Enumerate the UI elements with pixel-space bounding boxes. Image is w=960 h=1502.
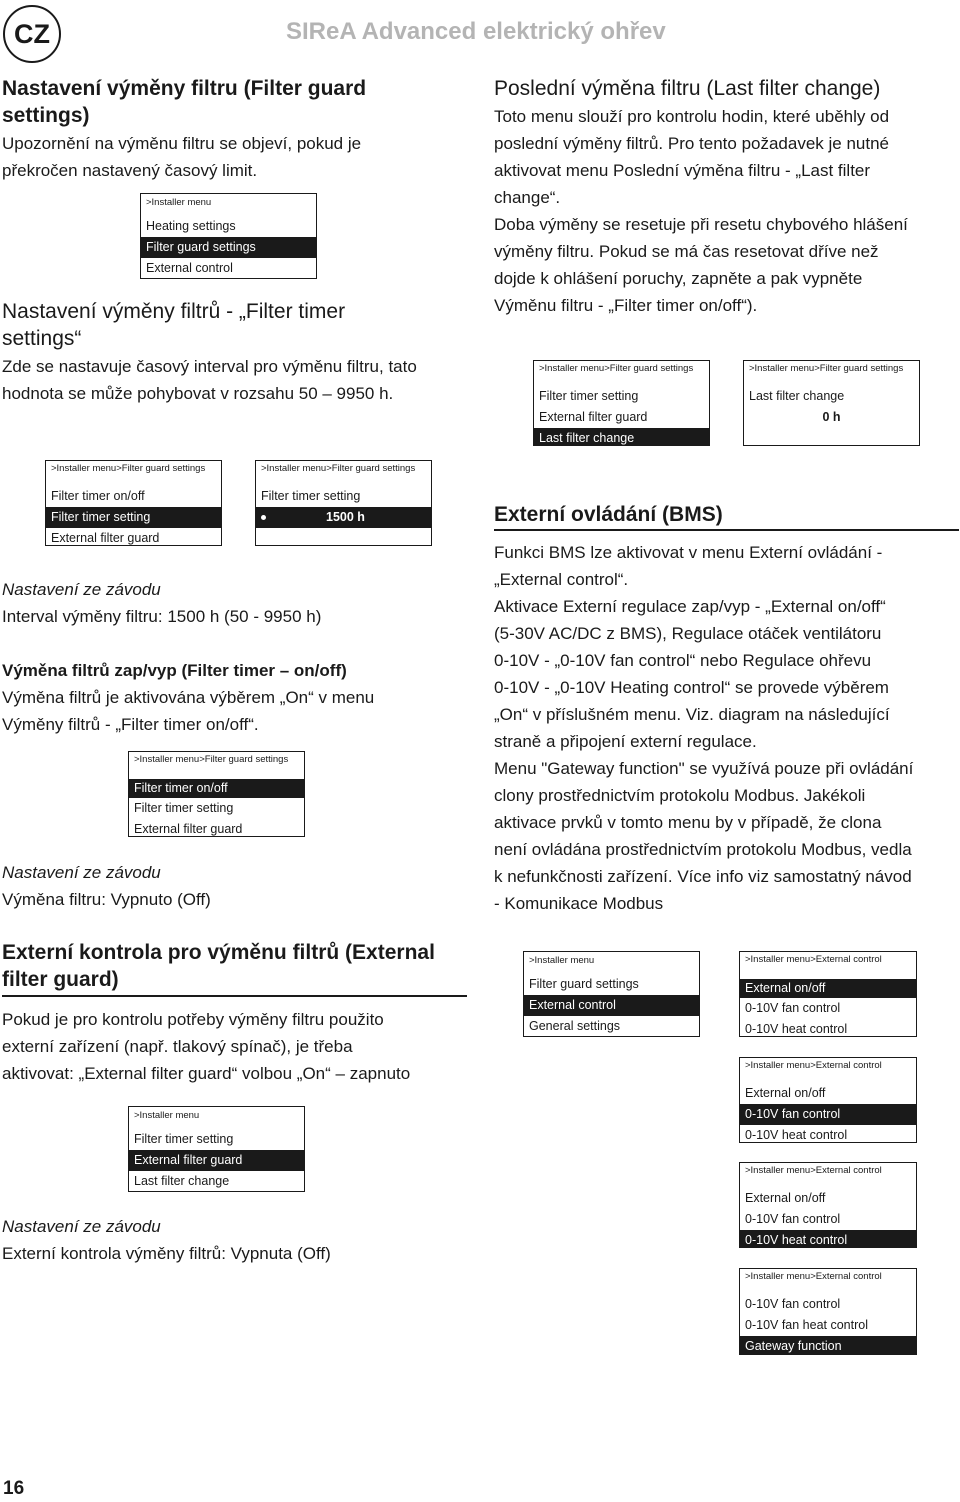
bullet-icon xyxy=(261,515,266,520)
menu-item-filter-guard-settings[interactable]: Filter guard settings xyxy=(529,977,639,991)
text-line: dojde k ohlášení poruchy, zapněte a pak vypněte xyxy=(494,269,863,288)
section-body-last-filter-change xyxy=(494,103,908,319)
text-line: externí zařízení (např. tlakový spínač), je třeba xyxy=(2,1037,353,1056)
factory-setting-text: Výměna filtru: Vypnuto (Off) xyxy=(2,890,211,909)
menu-item-filter-timer-setting[interactable]: Filter timer setting xyxy=(46,507,221,528)
factory-setting-label: Nastavení ze závodu xyxy=(2,863,161,882)
text-line: Funkci BMS lze aktivovat v menu Externí ovládání - xyxy=(494,543,883,562)
text-line: Pokud je pro kontrolu potřeby výměny filtru použito xyxy=(2,1010,384,1029)
title-line: Nastavení výměny filtrů - „Filter timer xyxy=(2,300,346,323)
menu-item-filter-timer-setting[interactable]: Filter timer setting xyxy=(539,389,639,403)
text-line: clony prostřednictvím protokolu Modbus. Jakékoli xyxy=(494,786,866,805)
text-line: Aktivace Externí regulace zap/vyp - „External on/off“ xyxy=(494,597,886,616)
title-line: Externí kontrola pro výměnu filtrů (External xyxy=(2,941,435,964)
factory-setting-text: Interval výměny filtru: 1500 h (50 - 9950 h) xyxy=(2,607,322,626)
text-line: Toto menu slouží pro kontrolu hodin, které uběhly od xyxy=(494,107,890,126)
menu-item-heat-control[interactable]: 0-10V heat control xyxy=(740,1230,916,1248)
menu-breadcrumb: >Installer menu xyxy=(529,955,595,966)
menu-item-fan-control[interactable]: 0-10V fan control xyxy=(745,1001,841,1015)
menu-item-external-control[interactable]: External control xyxy=(146,261,233,275)
menu-item-filter-guard-settings[interactable]: Filter guard settings xyxy=(141,237,316,258)
text-line: Výměny filtrů - „Filter timer on/off“. xyxy=(2,715,259,734)
menu-item-heat-control[interactable]: 0-10V heat control xyxy=(745,1022,848,1036)
text-line: change“. xyxy=(494,188,561,207)
menu-breadcrumb: >Installer menu>Filter guard settings xyxy=(749,363,904,374)
menu-item-external-filter-guard[interactable]: External filter guard xyxy=(134,822,243,836)
menu-item-last-filter-change[interactable]: Last filter change xyxy=(134,1174,230,1188)
text-line: 0-10V - „0-10V Heating control“ se provede výběrem xyxy=(494,678,889,697)
text-line: „On“ v příslušném menu. Viz. diagram na následující xyxy=(494,705,890,724)
text-line: Zde se nastavuje časový interval pro výměnu filtru, tato xyxy=(2,357,417,376)
text-line: „External control“. xyxy=(494,570,629,589)
menu-item-external-on-off[interactable]: External on/off xyxy=(740,979,916,998)
menu-installer-2 xyxy=(128,1106,305,1192)
filter-timer-value: 1500 h xyxy=(326,510,365,524)
menu-breadcrumb: >Installer menu>Filter guard settings xyxy=(51,463,206,474)
menu-item-filter-timer-on-off[interactable]: Filter timer on/off xyxy=(51,489,145,503)
section-title-external-filter-guard xyxy=(2,939,467,997)
menu-item-filter-timer-on-off[interactable]: Filter timer on/off xyxy=(129,779,304,798)
menu-item-general-settings[interactable]: General settings xyxy=(529,1019,621,1033)
text-line: 0-10V - „0-10V fan control“ nebo Regulace ohřevu xyxy=(494,651,872,670)
section-title-filter-timer-on-off: Výměna filtrů zap/vyp (Filter timer – on/off) xyxy=(2,661,347,680)
title-line: filter guard) xyxy=(2,968,119,991)
menu-external-control-4 xyxy=(739,1268,917,1355)
menu-item-filter-timer-setting: Filter timer setting xyxy=(261,489,361,503)
value-row[interactable] xyxy=(256,507,431,528)
menu-filter-timer-setting xyxy=(255,460,432,546)
section-title-filter-guard: Nastavení výměny filtru (Filter guard settings) xyxy=(2,77,367,127)
language-badge: CZ xyxy=(3,5,61,63)
menu-external-control-2 xyxy=(739,1057,917,1143)
factory-setting-text: Externí kontrola výměny filtrů: Vypnuta (Off) xyxy=(2,1244,331,1263)
menu-breadcrumb: >Installer menu>Filter guard settings xyxy=(539,363,694,374)
menu-item-heating-settings[interactable]: Heating settings xyxy=(146,219,236,233)
menu-item-external-filter-guard[interactable]: External filter guard xyxy=(51,531,160,545)
page-number: 16 xyxy=(3,1478,25,1499)
menu-item-external-filter-guard[interactable]: External filter guard xyxy=(539,410,648,424)
menu-breadcrumb: >Installer menu>Filter guard settings xyxy=(134,754,289,765)
text-line: aktivace prvků v tomto menu by v případě, že clona xyxy=(494,813,882,832)
text-line: hodnota se může pohybovat v rozsahu 50 – 9950 h. xyxy=(2,384,394,403)
menu-item-filter-timer-setting[interactable]: Filter timer setting xyxy=(134,1132,234,1146)
menu-item-heat-control[interactable]: 0-10V heat control xyxy=(745,1128,848,1142)
menu-item-gateway-function[interactable]: Gateway function xyxy=(740,1336,916,1355)
menu-filter-guard-settings-2 xyxy=(128,751,305,837)
section-body-filter-timer-on-off xyxy=(2,684,374,738)
menu-last-filter-change xyxy=(743,360,920,446)
text-line: k nefunkčnosti zařízení. Více info viz samostatný návod xyxy=(494,867,912,886)
text-line: Výměnu filtru - „Filter timer on/off“). xyxy=(494,296,758,315)
section-body-filter-timer-settings xyxy=(2,353,417,407)
menu-breadcrumb: >Installer menu>External control xyxy=(745,1165,882,1176)
menu-item-fan-heat-control[interactable]: 0-10V fan heat control xyxy=(745,1318,868,1332)
menu-filter-guard-settings xyxy=(45,460,222,546)
menu-item-fan-control[interactable]: 0-10V fan control xyxy=(745,1297,841,1311)
text-line: aktivovat menu Poslední výměna filtru - „Last filter xyxy=(494,161,871,180)
section-title-filter-timer-settings xyxy=(2,298,472,352)
menu-breadcrumb: >Installer menu xyxy=(134,1110,200,1121)
text-line: Upozornění na výměnu filtru se objeví, pokud je xyxy=(2,134,362,153)
factory-setting-label: Nastavení ze závodu xyxy=(2,1217,161,1236)
menu-item-fan-control[interactable]: 0-10V fan control xyxy=(745,1212,841,1226)
menu-external-control-3 xyxy=(739,1162,917,1248)
menu-item-external-on-off[interactable]: External on/off xyxy=(745,1086,826,1100)
menu-breadcrumb: >Installer menu xyxy=(146,197,212,208)
text-line: Výměna filtrů je aktivována výběrem „On“ v menu xyxy=(2,688,375,707)
menu-item-filter-timer-setting[interactable]: Filter timer setting xyxy=(134,801,234,815)
text-line: - Komunikace Modbus xyxy=(494,894,664,913)
menu-external-control-1 xyxy=(739,951,917,1037)
text-line: aktivovat: „External filter guard“ volbou „On“ – zapnuto xyxy=(2,1064,411,1083)
text-line: není ovládána prostřednictvím protokolu Modbus, vedla xyxy=(494,840,912,859)
menu-item-fan-control[interactable]: 0-10V fan control xyxy=(740,1104,916,1125)
section-body-filter-guard xyxy=(2,130,361,184)
text-line: Doba výměny se resetuje při resetu chybového hlášení xyxy=(494,215,908,234)
document-title: SIReA Advanced elektrický ohřev xyxy=(286,18,666,45)
section-title-external-control: Externí ovládání (BMS) xyxy=(494,501,959,531)
menu-breadcrumb: >Installer menu>Filter guard settings xyxy=(261,463,416,474)
section-body-external-filter-guard xyxy=(2,1006,410,1087)
menu-breadcrumb: >Installer menu>External control xyxy=(745,954,882,965)
menu-item-external-filter-guard[interactable]: External filter guard xyxy=(129,1150,304,1171)
menu-item-last-filter-change: Last filter change xyxy=(749,389,845,403)
menu-item-external-control[interactable]: External control xyxy=(524,995,699,1016)
menu-breadcrumb: >Installer menu>External control xyxy=(745,1271,882,1282)
menu-breadcrumb: >Installer menu>External control xyxy=(745,1060,882,1071)
last-filter-change-value: 0 h xyxy=(822,410,841,424)
text-line: (5-30V AC/DC z BMS), Regulace otáček ventilátoru xyxy=(494,624,882,643)
menu-item-external-on-off[interactable]: External on/off xyxy=(745,1191,826,1205)
text-line: poslední výměny filtrů. Pro tento požadavek je nutné xyxy=(494,134,890,153)
factory-setting-label: Nastavení ze závodu xyxy=(2,580,161,599)
section-body-external-control xyxy=(494,539,913,917)
menu-installer xyxy=(140,193,317,279)
menu-filter-guard-settings-3 xyxy=(533,360,710,446)
text-line: Menu "Gateway function" se využívá pouze při ovládání xyxy=(494,759,914,778)
text-line: výměny filtru. Pokud se má čas resetovat dříve než xyxy=(494,242,879,261)
menu-installer-3 xyxy=(523,951,700,1037)
text-line: straně a připojení externí regulace. xyxy=(494,732,757,751)
title-line: settings“ xyxy=(2,327,82,350)
menu-item-last-filter-change[interactable]: Last filter change xyxy=(534,428,709,446)
section-title-last-filter-change: Poslední výměna filtru (Last filter change) xyxy=(494,77,881,100)
text-line: překročen nastavený časový limit. xyxy=(2,161,258,180)
